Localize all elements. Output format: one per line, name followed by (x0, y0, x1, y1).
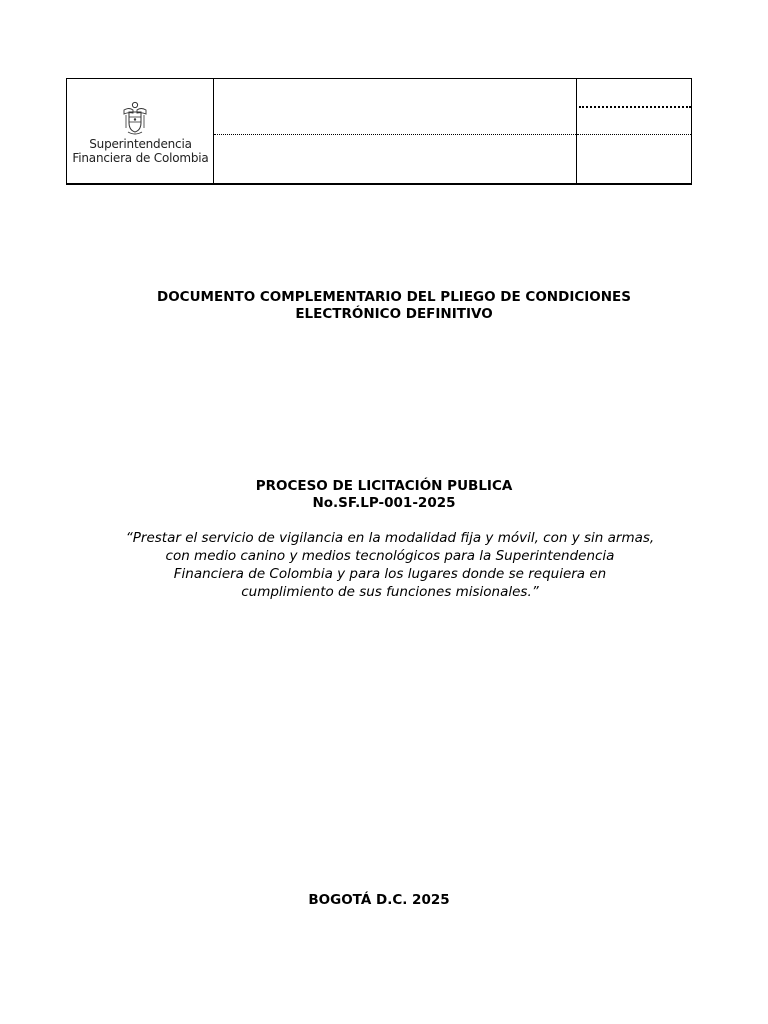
header-table (66, 78, 692, 185)
header-right-dotted-divider-bottom (577, 134, 691, 135)
header-right-cell (577, 79, 691, 183)
process-description (100, 529, 680, 601)
document-title-line1: DOCUMENTO COMPLEMENTARIO DEL PLIEGO DE CONDICIONES (156, 289, 631, 305)
process-number: No.SF.LP-001-2025 (312, 495, 456, 511)
logo-cell (67, 79, 214, 183)
description-line3: Financiera de Colombia y para los lugares donde se requiera en (173, 566, 607, 582)
header-right-dotted-divider-top (579, 106, 691, 108)
description-line1: “Prestar el servicio de vigilancia en la modalidad fija y móvil, con y sin armas, (125, 530, 655, 546)
process-title (0, 478, 768, 512)
city-year: BOGOTÁ D.C. 2025 (308, 892, 450, 908)
logo-text-line2: Financiera de Colombia (72, 151, 209, 165)
description-line2: con medio canino y medios tecnológicos para la Superintendencia (165, 548, 615, 564)
document-title-line2: ELECTRÓNICO DEFINITIVO (295, 306, 493, 322)
header-dotted-divider (214, 134, 576, 135)
logo-text-line1: Superintendencia (89, 137, 192, 151)
document-title (10, 289, 768, 323)
description-line4: cumplimiento de sus funciones misionales.” (241, 584, 539, 600)
colombia-coat-of-arms-icon (122, 101, 148, 137)
process-title-line1: PROCESO DE LICITACIÓN PUBLICA (255, 478, 513, 494)
header-middle-cell (214, 79, 577, 183)
